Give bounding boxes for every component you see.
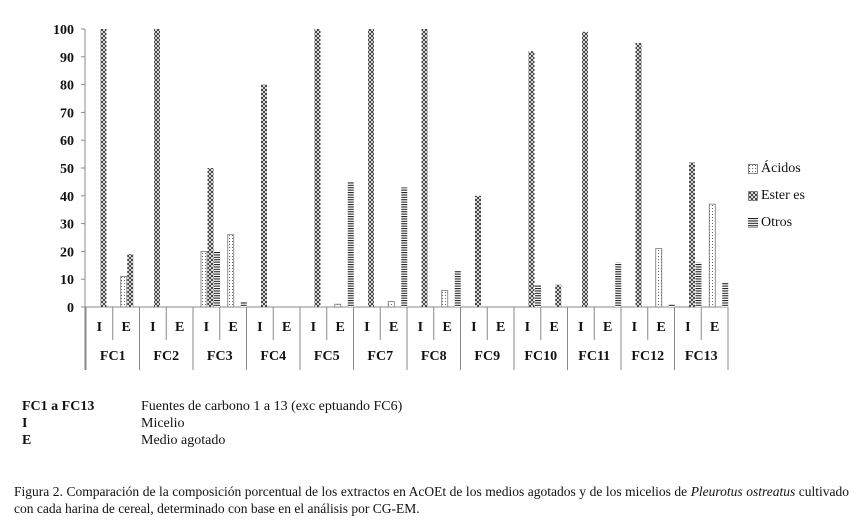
x-sub-label: E: [335, 320, 345, 335]
x-sub-label: I: [631, 320, 638, 335]
y-tick-label: 20: [60, 245, 74, 261]
bar-fc11-e-hlines: [615, 263, 621, 307]
bar-fc12-e-hlines: [669, 304, 675, 307]
bar-fc1-e-cross: [127, 254, 133, 307]
bar-fc5-e-dots: [335, 304, 341, 307]
y-tick-label: 10: [60, 273, 74, 289]
legend: [748, 155, 805, 236]
legend-swatch-acidos: [748, 164, 758, 174]
bar-fc5-e-hlines: [348, 182, 354, 307]
caption-text-end: cultivado con cada harina de cereal, determinado con base en el análisis por CG-EM.: [14, 484, 850, 516]
bar-fc3-i-dots: [201, 251, 207, 307]
y-tick-label: 0: [67, 301, 74, 316]
footnote-row: [22, 415, 402, 432]
bar-fc1-e-dots: [121, 276, 127, 307]
x-group-label: FC12: [631, 349, 665, 364]
bar-fc13-e-hlines: [722, 282, 728, 307]
x-sub-label: I: [96, 320, 103, 335]
x-sub-label: E: [602, 320, 613, 335]
footnote-key: I: [22, 416, 28, 431]
bar-fc8-e-dots: [442, 290, 448, 307]
y-tick-label: 90: [60, 50, 74, 66]
bar-fc4-i-cross: [261, 85, 267, 307]
bar-fc5-i-cross: [315, 29, 321, 307]
x-sub-label: I: [524, 320, 531, 335]
legend-label-esteres: Ester es: [761, 188, 805, 203]
bar-fc13-i-cross: [689, 162, 695, 307]
bar-fc7-i-cross: [368, 29, 374, 307]
y-tick-label: 30: [60, 217, 74, 233]
bar-fc10-i-cross: [529, 51, 535, 307]
caption-text-start: Figura 2. Comparación de la composición porcentual de los extractos en AcOEt de los medios agotados y de los micelios de: [14, 484, 691, 499]
footnote-value: Micelio: [141, 416, 185, 431]
x-sub-label: E: [121, 320, 131, 335]
x-sub-label: E: [442, 320, 452, 335]
bar-fc3-e-dots: [228, 235, 234, 307]
bars: [101, 29, 729, 307]
figure-caption: [14, 483, 849, 517]
bar-fc2-i-cross: [154, 29, 160, 307]
y-tick-label: 50: [60, 162, 74, 177]
x-sub-label: I: [685, 320, 691, 335]
x-sub-label: I: [578, 320, 584, 335]
x-sub-label: E: [709, 320, 720, 335]
bar-fc7-e-dots: [388, 301, 394, 307]
bar-fc1-i-cross: [101, 29, 107, 307]
x-sub-label: I: [417, 320, 424, 335]
x-sub-label: E: [281, 320, 292, 335]
footnote-row: [22, 432, 402, 449]
x-sub-label: E: [549, 320, 559, 335]
x-sub-label: I: [364, 320, 370, 335]
y-tick-label: 80: [60, 78, 74, 94]
bar-fc12-e-dots: [656, 249, 662, 307]
x-sub-label: E: [656, 320, 666, 335]
legend-swatch-esteres: [748, 191, 758, 201]
x-sub-label: E: [228, 320, 238, 335]
x-sub-label: I: [150, 320, 156, 335]
x-group-label: FC2: [153, 349, 180, 364]
x-sub-label: I: [471, 320, 477, 335]
footnote-value: Fuentes de carbono 1 a 13 (exc eptuando FC6): [141, 399, 403, 414]
legend-swatch-otros: [748, 218, 758, 228]
legend-item-otros: [748, 209, 805, 236]
legend-item-esteres: [748, 182, 805, 209]
bar-fc9-i-cross: [475, 196, 481, 307]
y-tick-label: 100: [53, 23, 74, 38]
legend-item-acidos: [748, 155, 805, 182]
bar-fc7-e-hlines: [401, 187, 407, 307]
footnote-value: Medio agotado: [141, 433, 226, 448]
x-sub-label: I: [203, 320, 210, 335]
footnote-key: E: [22, 433, 32, 448]
x-group-label: FC9: [474, 349, 501, 364]
x-group-label: FC10: [524, 349, 558, 364]
x-sub-label: E: [388, 320, 399, 335]
legend-label-otros: Otros: [761, 215, 793, 230]
bar-fc8-i-cross: [422, 29, 428, 307]
axis-labels: [53, 23, 719, 364]
bar-fc10-i-hlines: [535, 285, 541, 307]
x-group-label: FC3: [206, 349, 233, 364]
y-tick-label: 40: [60, 189, 74, 205]
footnote: [22, 398, 402, 449]
x-group-label: FC1: [99, 349, 126, 364]
x-group-label: FC11: [578, 349, 611, 364]
bar-fc10-e-cross: [555, 285, 561, 307]
x-sub-label: I: [310, 320, 317, 335]
bar-fc3-i-hlines: [214, 251, 220, 307]
x-group-label: FC7: [367, 349, 394, 364]
caption-species-name: Pleurotus ostreatus: [690, 484, 796, 499]
bar-fc8-e-hlines: [455, 271, 461, 307]
bar-fc13-e-dots: [709, 204, 715, 307]
x-group-label: FC4: [260, 349, 287, 364]
bar-fc13-i-hlines: [696, 263, 702, 307]
bar-fc11-i-cross: [582, 32, 588, 307]
x-sub-label: I: [257, 320, 263, 335]
x-group-label: FC8: [420, 349, 447, 364]
y-tick-label: 60: [60, 134, 74, 150]
footnote-row: [22, 398, 402, 415]
legend-label-acidos: Ácidos: [761, 161, 801, 176]
bar-fc3-e-hlines: [241, 301, 247, 307]
y-tick-label: 70: [60, 106, 74, 122]
bar-fc3-i-cross: [208, 168, 214, 307]
bar-fc12-i-cross: [636, 43, 642, 307]
x-group-label: FC13: [684, 349, 718, 364]
footnote-key: FC1 a FC13: [22, 399, 95, 414]
x-sub-label: E: [174, 320, 185, 335]
x-group-label: FC5: [313, 349, 340, 364]
x-sub-label: E: [495, 320, 506, 335]
